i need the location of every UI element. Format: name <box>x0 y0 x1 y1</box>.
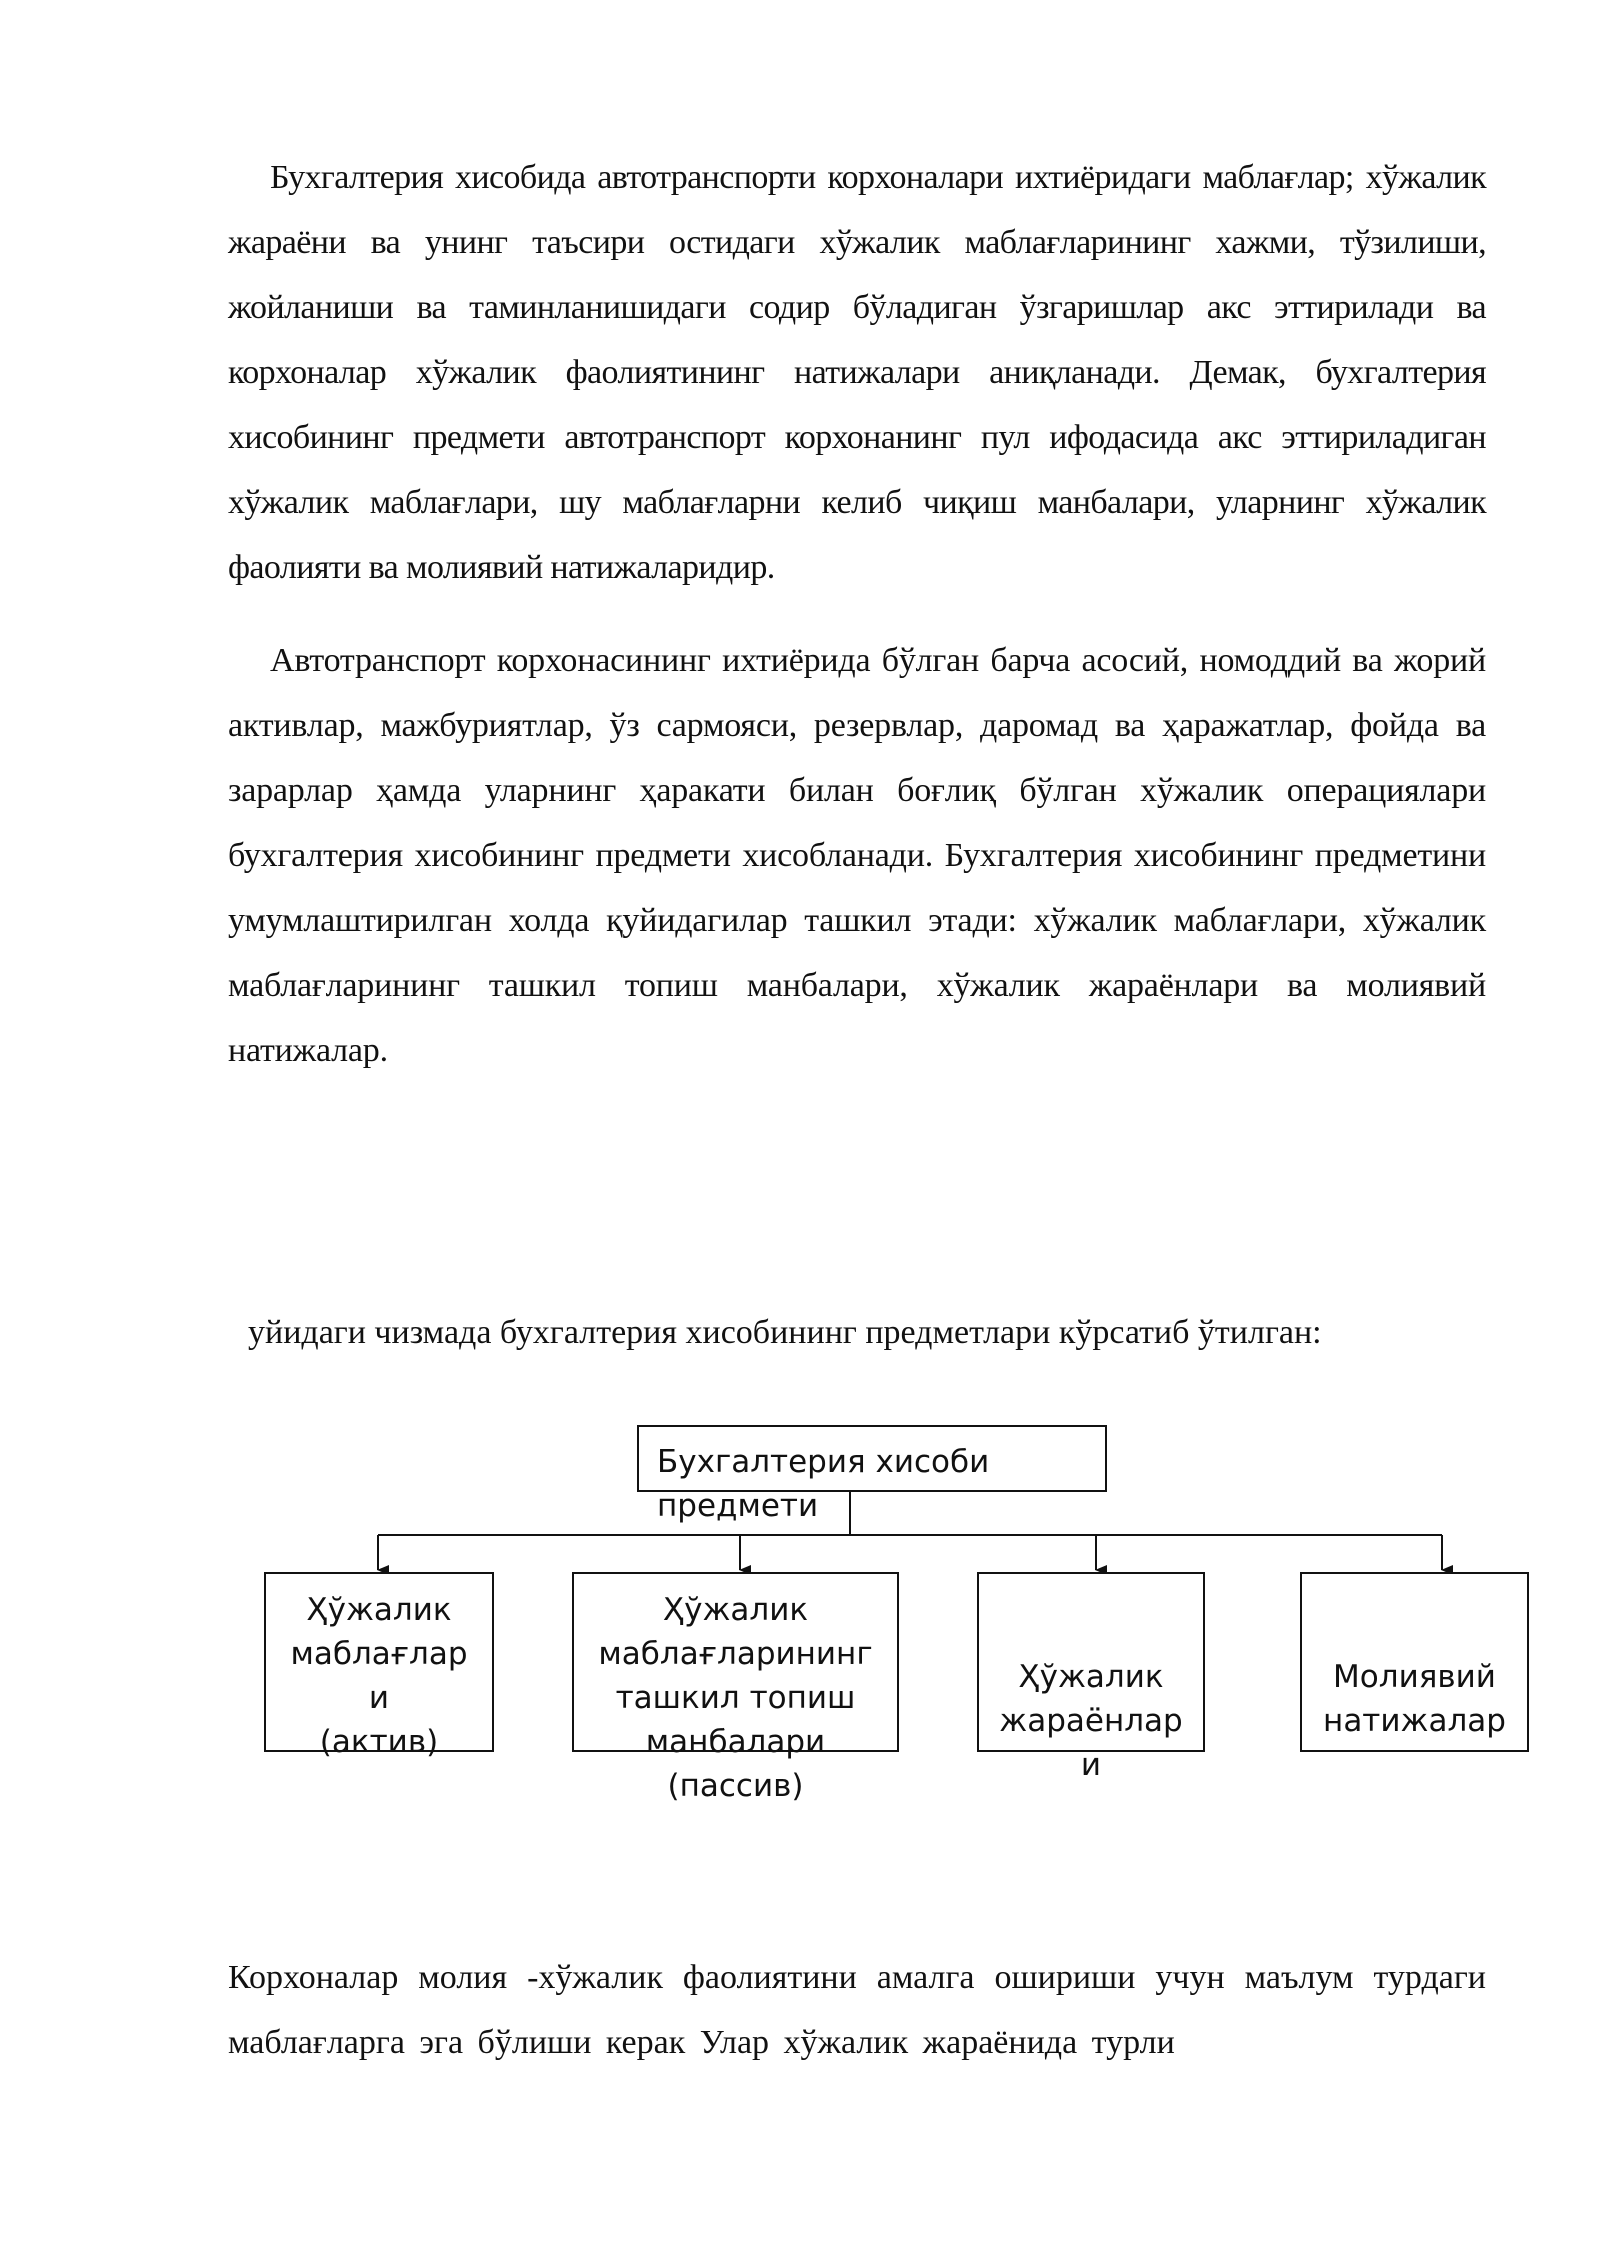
paragraph-1: Бухгалтерия хисобида автотранспорти корхоналари ихтиёридаги маблағлар; хўжалик жараёни ва унинг таъсири остидаги хўжалик маблағларининг хажми, тўзилиши, жойланиши ва таминланишидаги содир бўладиган ўзгаришлар акс эттирилади ва корхоналар хўжалик фаолиятининг натижалари аниқланади. Демак, бухгалтерия хисобининг предмети автотранспорт корхонанинг пул ифодасида акс эттириладиган хўжалик маблағлари, шу маблағларни келиб чиқиш манбалари, уларнинг хўжалик фаолияти ва молиявий натижаларидир. <box>228 159 1486 586</box>
diagram-box-processes-label: Ҳўжалик жараёнлар и <box>999 1659 1183 1783</box>
paragraph-2: Автотранспорт корхонасининг ихтиёрида бўлган барча асосий, номоддий ва жорий активлар, мажбуриятлар, ўз сармояси, резервлар, даромад ва ҳаражатлар, фойда ва зарарлар ҳамда уларнинг ҳаракати билан боғлиқ бўлган хўжалик операциялари бухгалтерия хисобининг предмети хисобланади. Бухгалтерия хисобининг предметини умумлаштирилган холда қуйидагилар ташкил этади: хўжалик маблағлари, хўжалик маблағларининг ташкил топиш манбалари, хўжалик жараёнлари ва молиявий натижалар. <box>228 642 1486 1069</box>
paragraph-3: Корхоналар молия -хўжалик фаолиятини амалга ошириши учун маълум турдаги маблағларга эга бўлиши керак Улар хўжалик жараёнида турли <box>228 1959 1486 2061</box>
diagram-box-liabilities-label: Ҳўжалик маблағларининг ташкил топиш манбалари (пассив) <box>598 1592 873 1804</box>
diagram-box-results-label: Молиявий натижалар <box>1323 1659 1506 1739</box>
diagram-box-assets-label: Ҳўжалик маблағлар и (актив) <box>290 1592 468 1760</box>
diagram-caption: уйидаги чизмада бухгалтерия хисобининг предметлари кўрсатиб ўтилган: <box>248 1314 1322 1351</box>
diagram-root-label: Бухгалтерия хисоби предмети <box>657 1444 990 1524</box>
